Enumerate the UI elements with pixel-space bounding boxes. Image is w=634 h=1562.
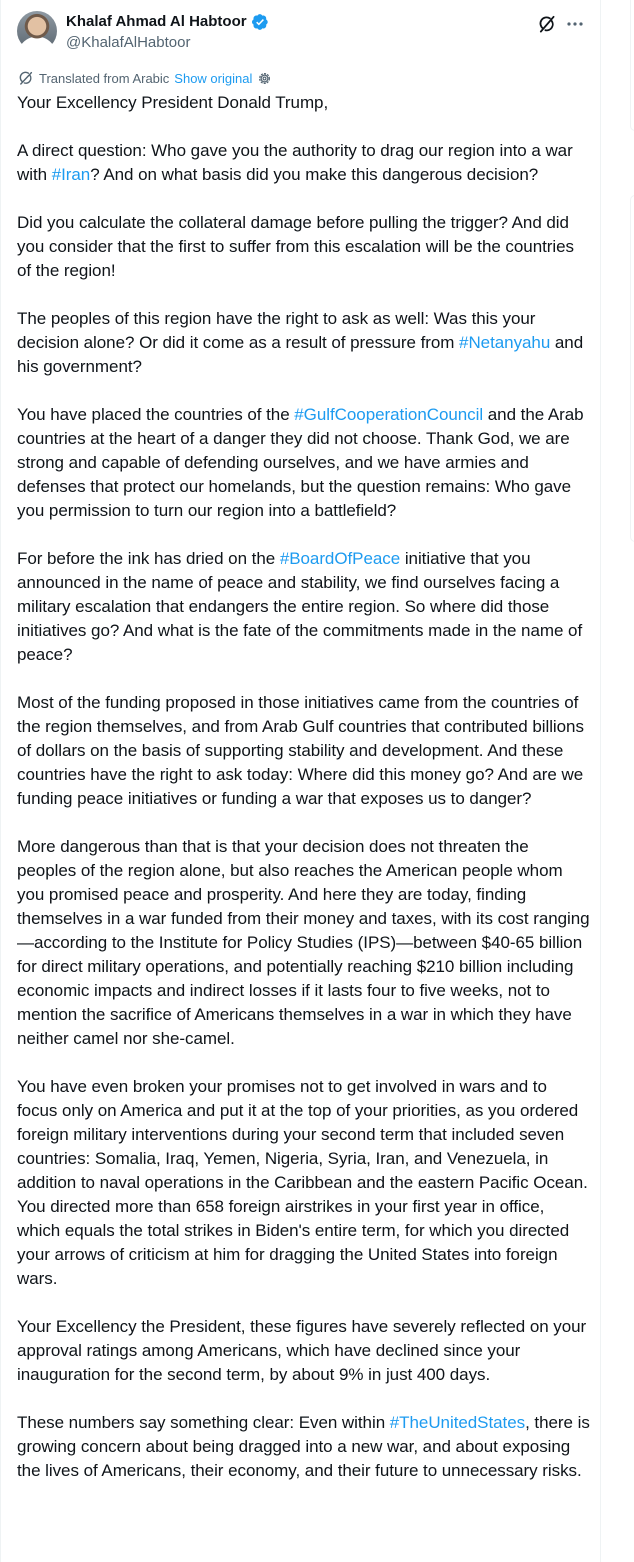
author-handle[interactable]: @KhalafAlHabtoor	[66, 34, 191, 51]
tweet-paragraph	[17, 1075, 591, 1291]
show-original-link[interactable]: Show original	[174, 70, 253, 86]
author-avatar[interactable]	[17, 11, 57, 51]
column-left-border	[0, 0, 1, 1562]
tweet-paragraph	[17, 139, 591, 187]
hashtag-link-netanyahu[interactable]: #Netanyahu	[459, 333, 551, 352]
translate-icon	[18, 70, 34, 86]
hashtag-link-boardofpeace[interactable]: #BoardOfPeace	[279, 549, 401, 568]
gear-icon[interactable]	[257, 71, 272, 86]
paragraph-text: , there is growing concern about being dragged into a new war, and about exposing the lives of Americans, their economy, and their future to unnecessary risks.	[17, 1413, 590, 1480]
paragraph-text: For before the ink has dried on the	[17, 549, 280, 568]
author-name-row	[66, 12, 269, 32]
paragraph-text: More dangerous than that is that your decision does not threaten the peoples of the region alone, but also reaches the American people whom you promised peace and prosperity. And here they are today, finding themselves in a war funded from their money and taxes, with its cost ranging—according to the Institute for Policy Studies (IPS)—between $40-65 billion for direct military operations, and potentially reaching $210 billion including economic impacts and indirect losses if it lasts four to five weeks, not to mention the sacrifice of Americans themselves in a war in which they have neither camel nor she-camel.	[17, 837, 590, 1048]
tweet-paragraph	[17, 1411, 591, 1483]
hashtag-link-iran[interactable]: #Iran	[51, 165, 91, 184]
sidebar-card-edge	[630, 0, 634, 131]
tweet-paragraph	[17, 403, 591, 523]
paragraph-text: The peoples of this region have the right to ask as well: Was this your decision alone? Or did it come as a result of pressure from	[17, 309, 536, 352]
verified-badge-icon[interactable]	[251, 13, 269, 31]
paragraph-text: Most of the funding proposed in those initiatives came from the countries of the region themselves, and from Arab Gulf countries that contributed billions of dollars on the basis of supporting stability and development. And these countries have the right to ask today: Where did this money go? And are we funding peace initiatives or funding a war that exposes us to danger?	[17, 693, 584, 808]
tweet-paragraph	[17, 691, 591, 811]
paragraph-text: These numbers say something clear: Even within	[17, 1413, 390, 1432]
tweet-paragraph	[17, 307, 591, 379]
tweet-paragraph	[17, 835, 591, 1051]
paragraph-text: initiative that you announced in the name of peace and stability, we find ourselves facing a military escalation that endangers the entire region. So where did those initiatives go? And what is the fate of the commitments made in the name of peace?	[17, 549, 583, 664]
tweet-paragraph	[17, 211, 591, 283]
tweet-paragraph	[17, 547, 591, 667]
paragraph-text: A direct question: Who gave you the authority to drag our region into a war with	[17, 141, 573, 184]
paragraph-text: You have even broken your promises not to get involved in wars and to focus only on America and put it at the top of your priorities, as you ordered foreign military interventions during your second term that included seven countries: Somalia, Iraq, Yemen, Nigeria, Syria, Iran, and Venezuela, in addition to naval operations in the Caribbean and the eastern Pacific Ocean. You directed more than 658 foreign airstrikes in your first year in office, which equals the total strikes in Biden's entire term, for which you directed your arrows of criticism at him for dragging the United States into foreign wars.	[17, 1077, 588, 1288]
paragraph-text: ? And on what basis did you make this dangerous decision?	[90, 165, 539, 184]
paragraph-text: You have placed the countries of the	[17, 405, 295, 424]
translation-banner	[18, 69, 272, 87]
more-icon[interactable]	[565, 14, 585, 34]
hashtag-link-unitedstates[interactable]: #TheUnitedStates	[389, 1413, 526, 1432]
paragraph-text: Did you calculate the collateral damage before pulling the trigger? And did you consider that the first to suffer from this escalation will be the countries of the region!	[17, 213, 574, 280]
author-display-name[interactable]: Khalaf Ahmad Al Habtoor	[66, 13, 247, 30]
paragraph-text: and his government?	[17, 333, 584, 376]
grok-icon[interactable]	[537, 14, 557, 34]
paragraph-text: and the Arab countries at the heart of a danger they did not choose. Thank God, we are strong and capable of defending ourselves, and we have armies and defenses that protect our homelands, but the question remains: Who gave you permission to turn our region into a battlefield?	[17, 405, 584, 520]
tweet-paragraph	[17, 1315, 591, 1387]
translation-label: Translated from Arabic	[39, 70, 170, 86]
paragraph-text: Your Excellency President Donald Trump,	[17, 93, 329, 112]
paragraph-text: Your Excellency the President, these figures have severely reflected on your approval ratings among Americans, which have declined since your inauguration for the second term, by about 9% in just 400 days.	[17, 1317, 587, 1384]
tweet-text	[17, 91, 591, 1507]
sidebar-card-edge-lower	[630, 195, 634, 542]
hashtag-link-gcc[interactable]: #GulfCooperationCouncil	[294, 405, 484, 424]
column-right-border	[600, 0, 601, 1562]
tweet-paragraph	[17, 91, 591, 115]
